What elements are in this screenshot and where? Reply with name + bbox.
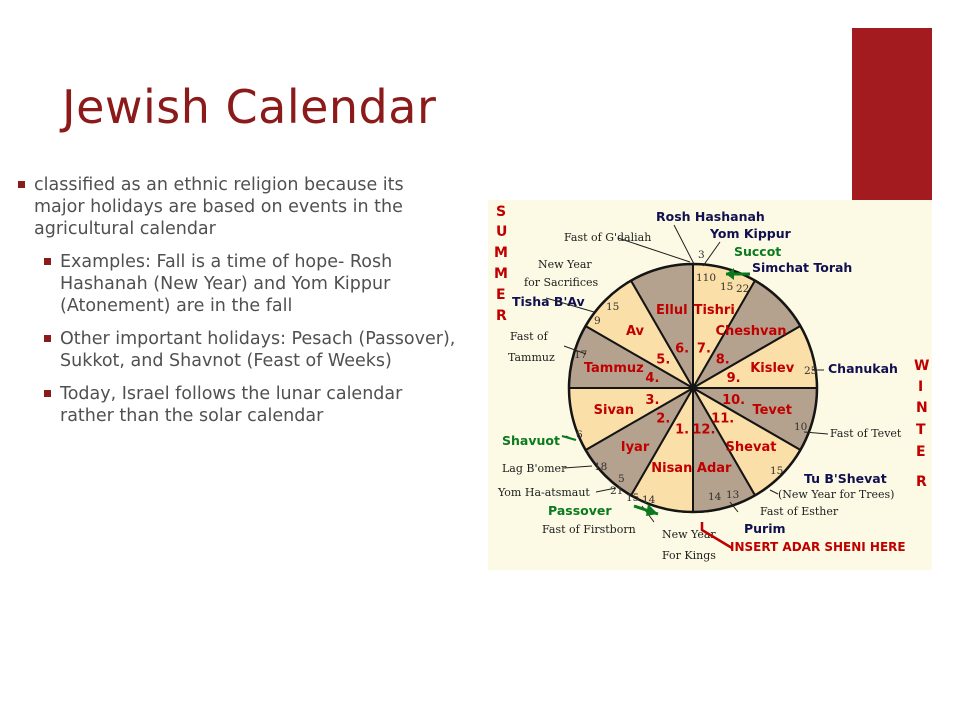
day-number: 15 [720,281,734,293]
season-letter: R [496,308,507,324]
leader-line [564,466,592,468]
month-label: Cheshvan [715,324,787,339]
day-number: 13 [726,489,740,501]
month-number: 9. [726,371,741,387]
holiday-label: Fast of [510,330,548,343]
day-number: 10 [794,421,808,433]
month-label: Tammuz [583,360,644,376]
calendar-svg [488,200,932,570]
month-label: Iyar [620,440,650,455]
month-label: Tishri [693,302,735,318]
month-label: Nisan [651,461,693,477]
month-number: 8. [715,352,730,368]
season-letter: I [918,379,924,395]
holiday-label: Fast of Firstborn [542,523,636,536]
green-arrow-icon [562,436,576,440]
holiday-label: Rosh Hashanah [656,209,765,224]
season-letter: E [496,287,506,303]
day-number: 15 [770,465,784,477]
sub-bullet-item [18,383,458,427]
holiday-label: (New Year for Trees) [778,488,895,501]
day-number: 18 [594,461,608,473]
holiday-label: Succot [734,244,782,259]
month-number: 2. [656,411,671,427]
holiday-label: Yom Ha-atsmaut [498,486,590,499]
day-number: 25 [804,365,818,377]
day-number: 17 [574,349,588,361]
holiday-label: For Kings [662,549,716,562]
holiday-label: Shavuot [502,433,560,448]
month-number: 5. [656,352,671,368]
month-number: 11. [711,411,735,427]
holiday-label: Passover [548,503,612,518]
holiday-label: Purim [744,521,786,536]
leader-line [618,238,690,262]
holiday-label: Fast of Tevet [830,427,902,440]
month-number: 7. [696,341,711,357]
holiday-label: Yom Kippur [710,226,791,241]
month-label: Av [625,324,645,339]
season-letter: N [916,400,928,416]
day-number: 14 [642,494,656,506]
sub-bullet-item [18,251,458,317]
holiday-label: Lag B'omer [502,462,567,475]
calendar-diagram [488,200,932,570]
month-label: Sivan [593,403,634,419]
month-label: Shevat [725,440,777,455]
leader-line [770,490,778,494]
month-label: Kislev [750,360,795,376]
month-label: Ellul [656,302,688,318]
sub-bullet-item [18,328,458,372]
bullet-list [18,174,458,438]
holiday-label: Tammuz [508,351,555,364]
day-number: 15 [606,301,620,313]
bullet-text: Today, Israel follows the lunar calendar rather than the solar calendar [60,384,403,426]
season-letter: M [494,245,508,261]
bullet-text: classified as an ethnic religion because its major holidays are based on events in the agricultural calendar [34,175,404,239]
month-label: Tevet [752,403,792,419]
day-number: 5 [618,473,625,485]
bullet-text: Examples: Fall is a time of hope- Rosh Hashanah (New Year) and Yom Kippur (Atonement) are in the fall [60,252,393,316]
day-number: 6 [576,429,583,441]
day-number: 21 [610,485,624,497]
month-number: 12. [692,422,716,438]
season-letter: T [916,422,926,438]
day-number: 3 [698,249,705,261]
month-number: 10. [722,392,746,408]
holiday-label: for Sacrifices [524,276,599,289]
holiday-label: New Year [538,258,592,271]
month-number: 3. [645,392,660,408]
holiday-label: Chanukah [828,361,898,376]
season-letter: R [916,474,927,490]
holiday-label: INSERT ADAR SHENI HERE [730,540,906,554]
holiday-label: Tisha B'Av [512,294,585,309]
slide-title: Jewish Calendar [62,80,437,134]
season-letter: E [916,444,926,460]
season-letter: M [494,266,508,282]
month-number: 6. [675,341,690,357]
day-number: 14 [708,491,722,503]
holiday-label: Tu B'Shevat [804,471,887,486]
month-number: 4. [645,371,660,387]
holiday-label: New Year [662,528,716,541]
season-letter: S [496,204,507,220]
month-label: Adar [696,461,732,477]
season-letter: U [496,224,508,240]
bullet-marker [44,390,51,397]
accent-bar [852,28,932,200]
bullet-marker [44,258,51,265]
season-letter: W [914,358,930,374]
holiday-label: Simchat Torah [752,260,853,275]
day-number: 22 [736,283,750,295]
leader-line [703,242,720,266]
holiday-label: Fast of G'daliah [564,231,652,244]
day-number: 15 [626,492,640,504]
day-number: 9 [594,315,601,327]
bullet-item [18,174,458,240]
bullet-marker [44,335,51,342]
day-number: 110 [696,272,717,284]
holiday-label: Fast of Esther [760,505,839,518]
month-number: 1. [675,422,690,438]
bullet-marker [18,181,25,188]
bullet-text: Other important holidays: Pesach (Passover), Sukkot, and Shavnot (Feast of Weeks) [60,329,456,371]
